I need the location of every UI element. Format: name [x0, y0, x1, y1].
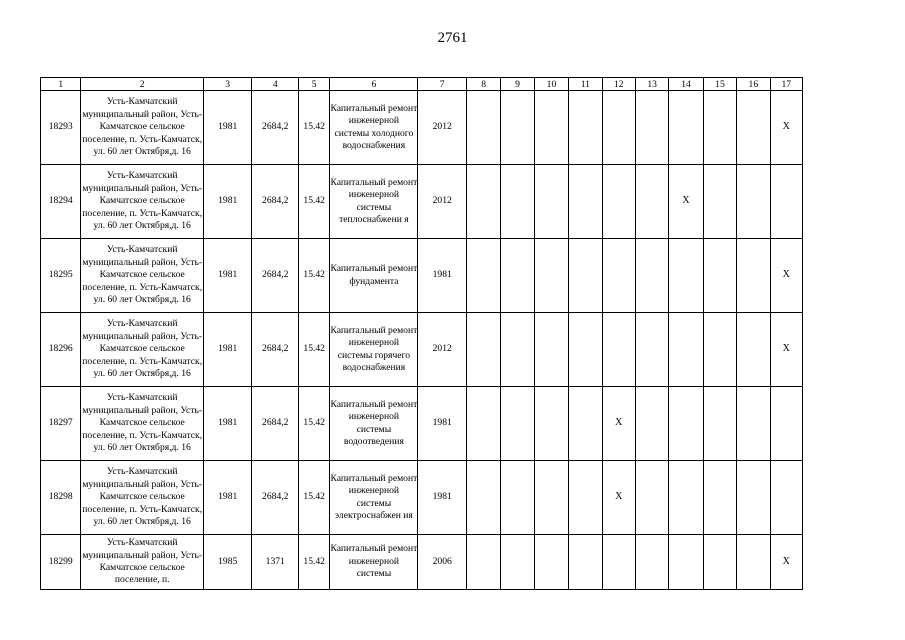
cell-mark — [669, 387, 703, 461]
cell-address: Усть-Камчатский муниципальный район, Усть-Камчатское сельское поселение, п. Усть-Камчатск, ул. 60 лет Октября,д. 16 — [81, 387, 203, 461]
cell-mark — [569, 91, 602, 165]
cell-mark — [635, 165, 668, 239]
cell-address: Усть-Камчатский муниципальный район, Усть-Камчатское сельское поселение, п. Усть-Камчатск, ул. 60 лет Октября,д. 16 — [81, 239, 203, 313]
cell-mark: X — [602, 461, 635, 535]
capital-repair-table — [40, 77, 803, 590]
cell-mark — [635, 461, 668, 535]
header-row — [41, 78, 803, 91]
cell-mark — [737, 535, 770, 590]
column-header: 7 — [418, 78, 467, 91]
cell-address: Усть-Камчатский муниципальный район, Усть-Камчатское сельское поселение, п. Усть-Камчатск, ул. 60 лет Октября,д. 16 — [81, 91, 203, 165]
cell-mark — [602, 165, 635, 239]
cell-work-year: 2006 — [418, 535, 467, 590]
cell-mark — [737, 313, 770, 387]
column-header: 1 — [41, 78, 81, 91]
cell-mark — [669, 91, 703, 165]
cell-mark: X — [770, 91, 802, 165]
column-header: 2 — [81, 78, 203, 91]
cell-mark — [602, 313, 635, 387]
cell-id: 18297 — [41, 387, 81, 461]
table-row — [41, 313, 803, 387]
column-header: 8 — [466, 78, 500, 91]
cell-address: Усть-Камчатский муниципальный район, Усть-Камчатское сельское поселение, п. Усть-Камчатск, ул. 60 лет Октября,д. 16 — [81, 165, 203, 239]
cell-mark — [569, 165, 602, 239]
cell-year: 1985 — [203, 535, 252, 590]
cell-mark — [770, 165, 802, 239]
cell-code: 15.42 — [299, 165, 330, 239]
cell-mark — [501, 535, 534, 590]
cell-mark — [737, 239, 770, 313]
table-row — [41, 387, 803, 461]
cell-mark — [703, 387, 736, 461]
cell-address: Усть-Камчатский муниципальный район, Усть-Камчатское сельское поселение, п. Усть-Камчатск, ул. 60 лет Октября,д. 16 — [81, 461, 203, 535]
cell-mark — [466, 239, 500, 313]
cell-work-year: 2012 — [418, 91, 467, 165]
cell-mark — [569, 239, 602, 313]
column-header: 15 — [703, 78, 736, 91]
cell-work: Капитальный ремонт инженерной системы водоотведения — [330, 387, 418, 461]
cell-code: 15.42 — [299, 387, 330, 461]
cell-mark — [534, 239, 568, 313]
column-header: 3 — [203, 78, 252, 91]
cell-work: Капитальный ремонт инженерной системы холодного водоснабжения — [330, 91, 418, 165]
cell-area: 2684,2 — [252, 239, 299, 313]
cell-year: 1981 — [203, 313, 252, 387]
cell-mark: X — [770, 535, 802, 590]
table-row — [41, 91, 803, 165]
cell-mark — [635, 91, 668, 165]
cell-mark — [534, 165, 568, 239]
cell-mark — [602, 239, 635, 313]
column-header: 11 — [569, 78, 602, 91]
cell-mark — [703, 91, 736, 165]
cell-mark — [534, 313, 568, 387]
cell-mark — [569, 313, 602, 387]
table-row — [41, 535, 803, 590]
cell-mark — [466, 313, 500, 387]
cell-mark — [466, 91, 500, 165]
cell-mark — [669, 313, 703, 387]
cell-id: 18293 — [41, 91, 81, 165]
cell-mark — [703, 535, 736, 590]
cell-mark: X — [669, 165, 703, 239]
cell-mark — [635, 313, 668, 387]
cell-work: Капитальный ремонт инженерной системы — [330, 535, 418, 590]
cell-mark — [635, 535, 668, 590]
cell-mark — [703, 313, 736, 387]
cell-mark — [602, 535, 635, 590]
cell-work-year: 2012 — [418, 165, 467, 239]
cell-id: 18298 — [41, 461, 81, 535]
cell-mark — [770, 461, 802, 535]
cell-id: 18296 — [41, 313, 81, 387]
cell-mark — [770, 387, 802, 461]
table-row — [41, 165, 803, 239]
cell-work: Капитальный ремонт инженерной системы электроснабжен ия — [330, 461, 418, 535]
cell-work: Капитальный ремонт фундамента — [330, 239, 418, 313]
cell-work-year: 2012 — [418, 313, 467, 387]
cell-mark — [635, 239, 668, 313]
column-header: 12 — [602, 78, 635, 91]
column-header: 16 — [737, 78, 770, 91]
cell-year: 1981 — [203, 165, 252, 239]
cell-mark — [501, 91, 534, 165]
cell-mark — [669, 535, 703, 590]
cell-area: 2684,2 — [252, 165, 299, 239]
cell-mark — [501, 165, 534, 239]
cell-id: 18299 — [41, 535, 81, 590]
cell-mark — [501, 461, 534, 535]
cell-mark — [534, 461, 568, 535]
cell-code: 15.42 — [299, 91, 330, 165]
cell-mark — [737, 91, 770, 165]
cell-mark — [703, 165, 736, 239]
cell-mark — [669, 461, 703, 535]
column-header: 13 — [635, 78, 668, 91]
cell-mark — [703, 461, 736, 535]
cell-work-year: 1981 — [418, 461, 467, 535]
cell-mark — [534, 535, 568, 590]
cell-year: 1981 — [203, 461, 252, 535]
cell-id: 18295 — [41, 239, 81, 313]
column-header: 17 — [770, 78, 802, 91]
column-header: 5 — [299, 78, 330, 91]
table-row — [41, 461, 803, 535]
cell-work-year: 1981 — [418, 387, 467, 461]
cell-mark — [602, 91, 635, 165]
cell-work: Капитальный ремонт инженерной системы горячего водоснабжения — [330, 313, 418, 387]
column-header: 4 — [252, 78, 299, 91]
cell-area: 1371 — [252, 535, 299, 590]
cell-mark — [534, 91, 568, 165]
cell-mark — [466, 165, 500, 239]
cell-code: 15.42 — [299, 239, 330, 313]
cell-id: 18294 — [41, 165, 81, 239]
cell-mark — [635, 387, 668, 461]
cell-year: 1981 — [203, 91, 252, 165]
cell-mark — [569, 461, 602, 535]
cell-code: 15.42 — [299, 313, 330, 387]
cell-mark — [737, 165, 770, 239]
column-header: 9 — [501, 78, 534, 91]
cell-mark: X — [770, 313, 802, 387]
cell-area: 2684,2 — [252, 91, 299, 165]
cell-area: 2684,2 — [252, 461, 299, 535]
page-number: 2761 — [437, 30, 468, 46]
cell-mark — [534, 387, 568, 461]
cell-mark — [466, 387, 500, 461]
column-header: 10 — [534, 78, 568, 91]
column-header: 14 — [669, 78, 703, 91]
cell-address: Усть-Камчатский муниципальный район, Усть-Камчатское сельское поселение, п. Усть-Камчатск, ул. 60 лет Октября,д. 16 — [81, 313, 203, 387]
cell-mark — [569, 387, 602, 461]
cell-mark — [466, 535, 500, 590]
table-row — [41, 239, 803, 313]
cell-mark — [737, 387, 770, 461]
cell-mark — [569, 535, 602, 590]
cell-year: 1981 — [203, 387, 252, 461]
cell-mark — [703, 239, 736, 313]
cell-year: 1981 — [203, 239, 252, 313]
cell-mark: X — [602, 387, 635, 461]
cell-mark — [737, 461, 770, 535]
cell-mark — [466, 461, 500, 535]
cell-mark: X — [770, 239, 802, 313]
cell-mark — [669, 239, 703, 313]
cell-area: 2684,2 — [252, 387, 299, 461]
cell-mark — [501, 387, 534, 461]
cell-mark — [501, 239, 534, 313]
cell-area: 2684,2 — [252, 313, 299, 387]
cell-mark — [501, 313, 534, 387]
cell-code: 15.42 — [299, 535, 330, 590]
column-header: 6 — [330, 78, 418, 91]
cell-code: 15.42 — [299, 461, 330, 535]
cell-work: Капитальный ремонт инженерной системы теплоснабжени я — [330, 165, 418, 239]
cell-address: Усть-Камчатский муниципальный район, Усть-Камчатское сельское поселение, п. — [81, 535, 203, 590]
cell-work-year: 1981 — [418, 239, 467, 313]
